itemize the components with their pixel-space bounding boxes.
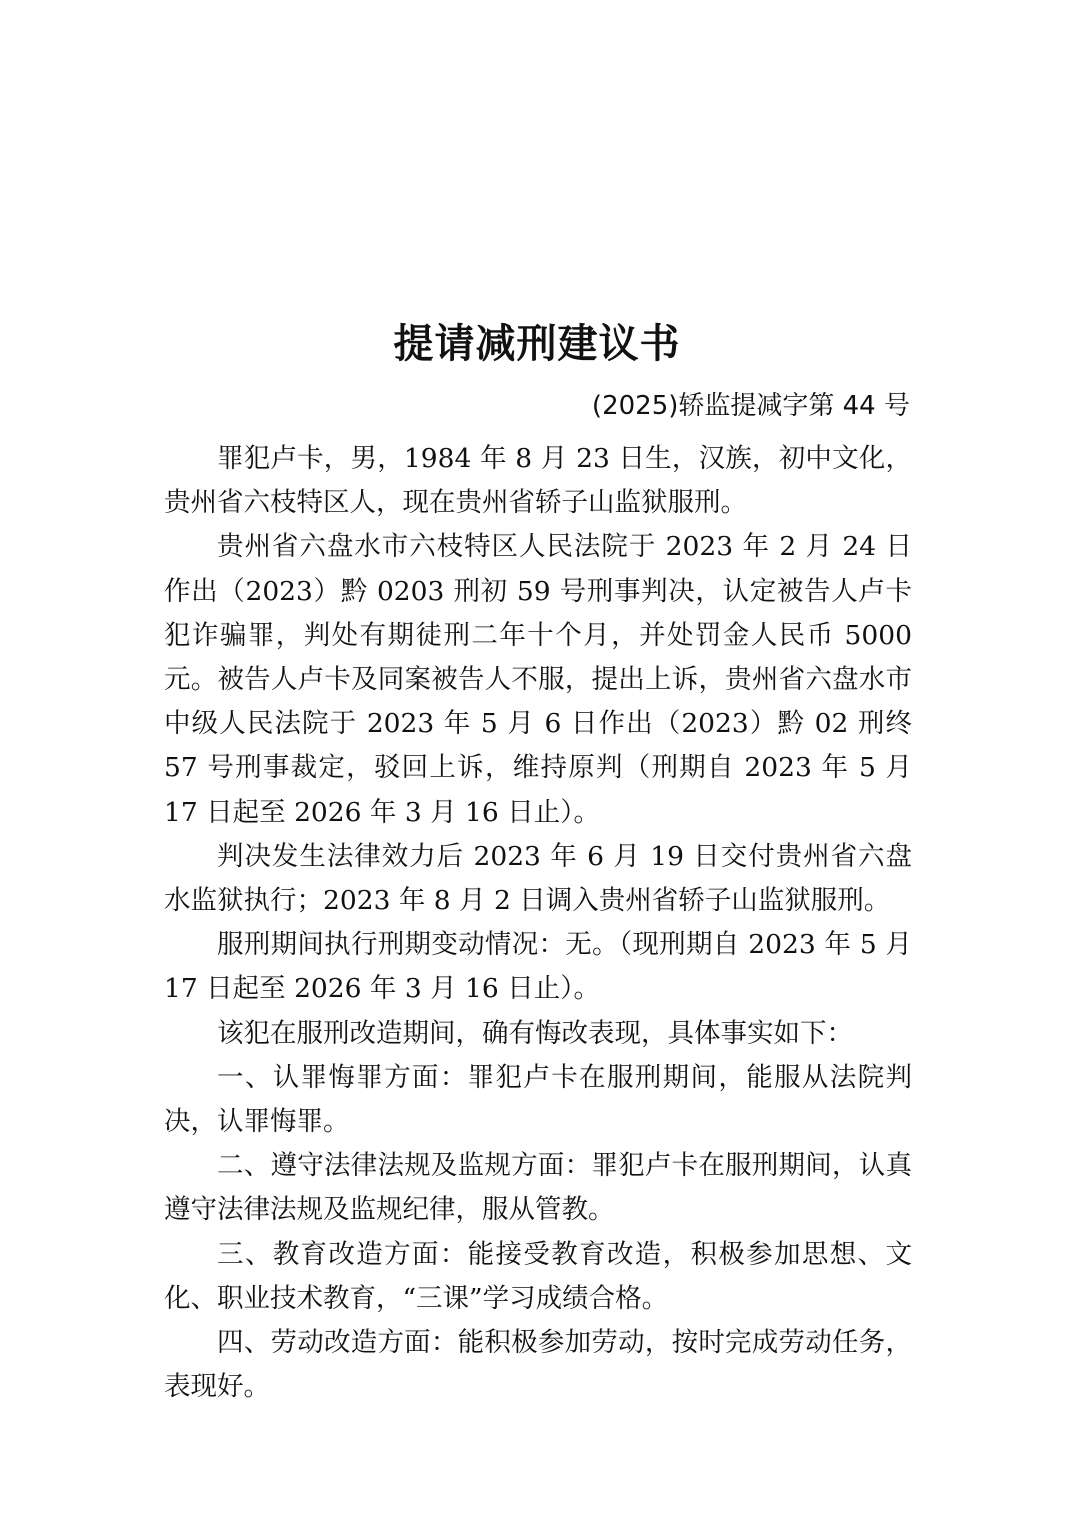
paragraph-repentance: 一、认罪悔罪方面：罪犯卢卡在服刑期间，能服从法院判决，认罪悔罪。 xyxy=(164,1061,912,1138)
paragraph-personal-info: 罪犯卢卡，男，1984 年 8 月 23 日生，汉族，初中文化，贵州省六枝特区人，现在贵州省轿子山监狱服刑。 xyxy=(164,443,912,519)
paragraph-judgment: 贵州省六盘水市六枝特区人民法院于 2023 年 2 月 24 日作出（2023）黔 0203 刑初 59 号刑事判决，认定被告人卢卡犯诈骗罪，判处有期徒刑二年十个月，并处罚金人民币 5000 元。被告人卢卡及同案被告人不服，提出上诉，贵州省六盘水市中级人民法院于 2023 年 5 月 6 日作出（2023）黔 02 刑终 57 号刑事裁定，驳回上诉，维持原判（刑期自 2023 年 5 月 17 日起至 2026 年 3 月 16 日止）。 xyxy=(164,531,912,828)
paragraph-execution: 判决发生法律效力后 2023 年 6 月 19 日交付贵州省六盘水监狱执行；2023 年 8 月 2 日调入贵州省轿子山监狱服刑。 xyxy=(164,840,912,917)
document-body xyxy=(164,437,912,1409)
paragraph-law-abiding: 二、遵守法律法规及监规方面：罪犯卢卡在服刑期间，认真遵守法律法规及监规纪律，服从管教。 xyxy=(164,1150,912,1226)
paragraph-education: 三、教育改造方面：能接受教育改造，积极参加思想、文化、职业技术教育，“三课”学习成绩合格。 xyxy=(164,1238,912,1314)
paragraph-labor: 四、劳动改造方面：能积极参加劳动，按时完成劳动任务，表现好。 xyxy=(164,1327,912,1403)
paragraph-sentence-change: 服刑期间执行刑期变动情况：无。（现刑期自 2023 年 5 月 17 日起至 2026 年 3 月 16 日止）。 xyxy=(164,929,912,1005)
document-title: 提请减刑建议书 xyxy=(393,320,681,367)
document-number: (2025)轿监提减字第 44 号 xyxy=(591,391,910,421)
paragraph-facts-intro: 该犯在服刑改造期间，确有悔改表现，具体事实如下： xyxy=(217,1017,853,1049)
